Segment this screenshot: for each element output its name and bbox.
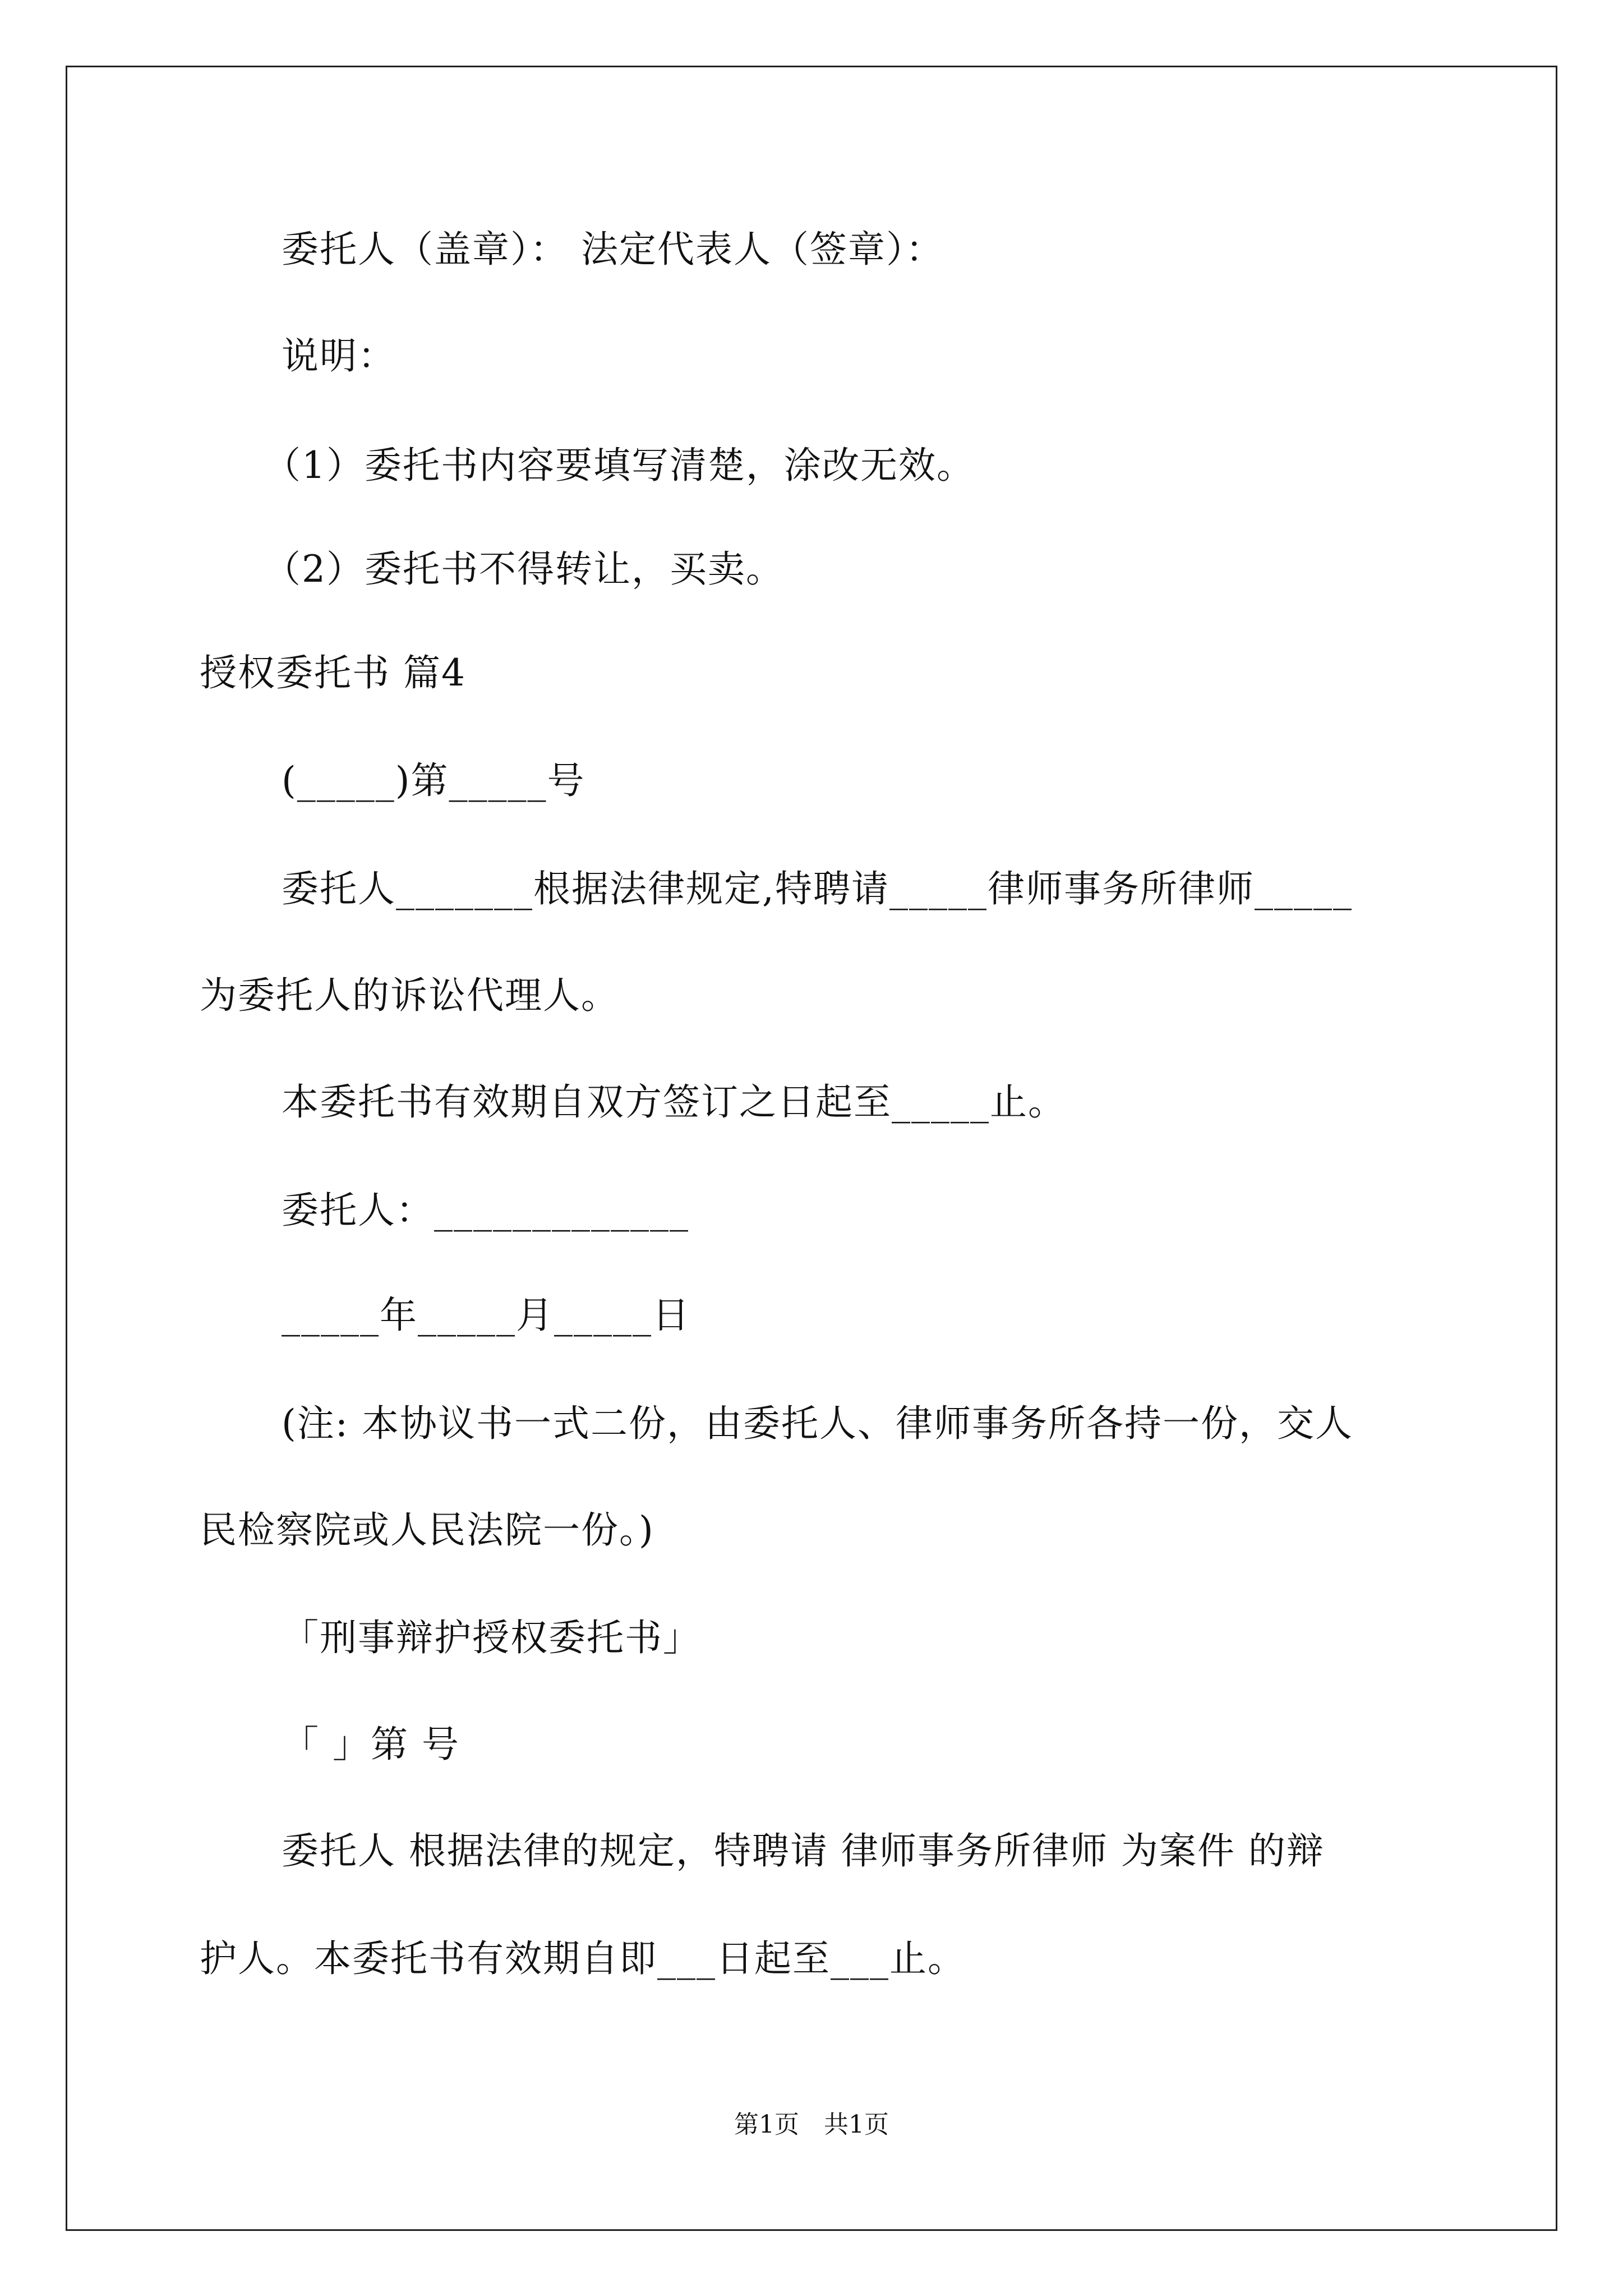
note-item-1: （1）委托书内容要填写清楚，涂改无效。 — [264, 444, 975, 487]
defense-paragraph-1: 委托人 根据法律的规定，特聘请 律师事务所律师 为案件 的辩 — [282, 1829, 1325, 1872]
note-item-2: （2）委托书不得转让，买卖。 — [264, 547, 784, 591]
document-number: (_____)第_____号 — [282, 759, 585, 802]
criminal-defense-title: 「刑事辩护授权委托书」 — [282, 1616, 701, 1659]
section-title: 授权委托书 篇4 — [200, 651, 466, 694]
principal-signature: 委托人：_____________ — [282, 1189, 689, 1232]
validity-period: 本委托书有效期自双方签订之日起至_____止。 — [282, 1080, 1066, 1124]
signature-line: 委托人（盖章）： 法定代表人（签章）： — [282, 228, 944, 271]
defense-document-number: 「 」第 号 — [282, 1723, 460, 1766]
notes-heading: 说明： — [282, 334, 396, 378]
page-border — [66, 66, 1557, 2231]
paragraph-principal: 委托人_______根据法律规定,特聘请_____律师事务所律师_____ — [282, 867, 1353, 910]
defense-paragraph-2: 护人。本委托书有效期自即___日起至___止。 — [200, 1937, 966, 1980]
remark-line-1: (注: 本协议书一式二份，由委托人、律师事务所各持一份，交人 — [282, 1402, 1353, 1445]
paragraph-principal-cont: 为委托人的诉讼代理人。 — [200, 974, 619, 1017]
remark-line-2: 民检察院或人民法院一份。) — [200, 1508, 654, 1552]
date-line: _____年_____月_____日 — [282, 1294, 690, 1337]
page-footer: 第1页 共1页 — [734, 2110, 889, 2139]
